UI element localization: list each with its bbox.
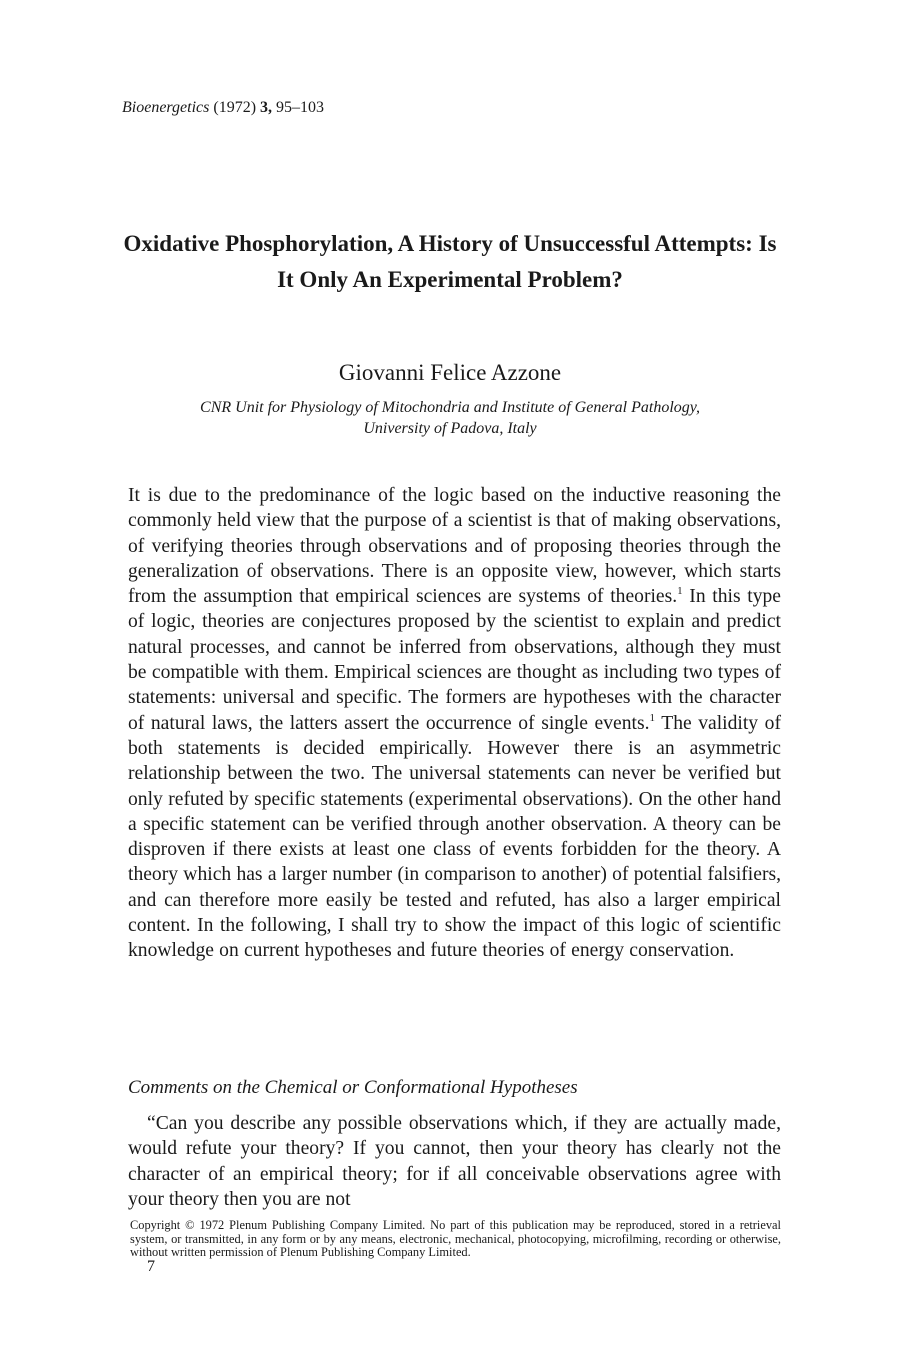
quote-paragraph: “Can you describe any possible observations which, if they are actually made, would refute your theory? If you cannot, then your theory has clearly not the character of an empirical theory; for if all conceivable observations agree with your theory then you are not bbox=[128, 1113, 781, 1210]
section-heading: Comments on the Chemical or Conformational Hypotheses bbox=[128, 1077, 578, 1098]
body-text-part-2: In this type of logic, theories are conjectures proposed by the scientist to explain and predict natural processes, and cannot be inferred from observations, although they must be compatible with them. Empirical sciences are thought as including two types of statements: universal and specific. The formers are hypotheses with the character of natural laws, the latters assert the occurrence of single events. bbox=[128, 586, 781, 734]
journal-citation bbox=[122, 98, 324, 118]
body-text-part-1: It is due to the predominance of the logic based on the inductive reasoning the commonly held view that the purpose of a scientist is that of making observations, of verifying theories through observations and of proposing theories through the generalization of observations. There is an opposite view, however, which starts from the assumption that empirical sciences are systems of theories. bbox=[128, 485, 781, 608]
journal-pages: 95–103 bbox=[276, 99, 325, 116]
journal-year: (1972) bbox=[213, 99, 257, 116]
article-title: Oxidative Phosphorylation, A History of Unsuccessful Attempts: Is It Only An Experimental Problem? bbox=[123, 231, 777, 292]
reference-marker: 1 bbox=[649, 711, 656, 724]
journal-volume: 3, bbox=[260, 99, 273, 116]
reference-marker: 1 bbox=[677, 585, 683, 598]
copyright-notice: Copyright © 1972 Plenum Publishing Company Limited. No part of this publication may be reproduced, stored in a retrieval system, or transmitted, in any form or by any means, electronic, mechanical, photocopying, microfilming, recording or otherwise, without written permission of Plenum Publishing Company Limited. bbox=[130, 1218, 781, 1259]
author-affiliation bbox=[120, 397, 780, 439]
author-name: Giovanni Felice Azzone bbox=[338, 360, 562, 385]
body-paragraph bbox=[128, 483, 781, 964]
page-number: 7 bbox=[147, 1258, 155, 1275]
affiliation-line-1: CNR Unit for Physiology of Mitochondria and Institute of General Pathology, bbox=[200, 399, 700, 416]
affiliation-line-2: University of Padova, Italy bbox=[363, 420, 537, 437]
journal-name: Bioenergetics bbox=[122, 99, 210, 116]
body-text-part-3: The validity of both statements is decided empirically. However there is an asymmetric relationship between the two. The universal statements can never be verified but only refuted by specific statements (experimental observations). On the other hand a specific statement can be verified through another observation. A theory can be disproven if there exists at least one class of events forbidden for the theory. A theory which has a larger number (in comparison to another) of potential falsifiers, and can therefore more easily be tested and refuted, has also a larger empirical content. In the following, I shall try to show the impact of this logic of scientific knowledge on current hypotheses and future theories of energy conservation. bbox=[128, 712, 781, 962]
